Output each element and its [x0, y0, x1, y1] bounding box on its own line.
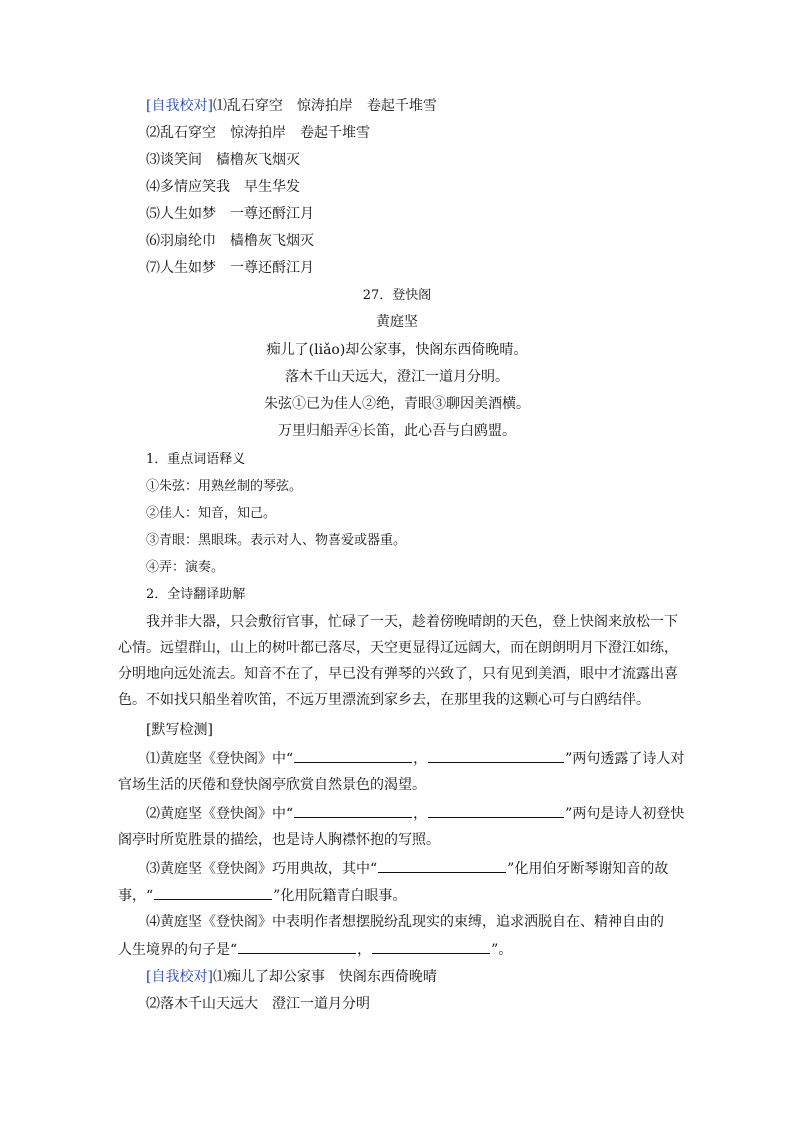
note-3: ③青眼：黑眼珠。表示对人、物喜爱或器重。: [146, 533, 407, 548]
poem-line-3: 朱弦①已为佳人②绝，青眼③聊因美酒横。: [264, 396, 530, 412]
blank-1a[interactable]: [294, 748, 412, 763]
poem-title: 27．登快阁: [362, 288, 432, 303]
self-check-tag: [自我校对]: [146, 969, 213, 985]
note-4: ④弄：演奏。: [146, 560, 225, 575]
question-4-line-1: ⑷黄庭坚《登快阁》中表明作者想摆脱纷乱现实的束缚，追求洒脱自在、精神自由的: [146, 914, 664, 930]
blank-3a[interactable]: [378, 858, 506, 873]
answer-line-b2: ⑵落木千山天远大 澄江一道月分明: [146, 996, 370, 1012]
poem-line-1: 痴儿了(liǎo)却公家事，快阁东西倚晚晴。: [266, 342, 528, 358]
poem-line-4: 万里归船弄④长笛，此心吾与白鸥盟。: [278, 423, 516, 439]
blank-1b[interactable]: [428, 748, 564, 763]
question-2-line-1: ⑵黄庭坚《登快阁》中“ ， ”两句是诗人初登快: [146, 803, 684, 824]
poem-line-2: 落木千山天远大，澄江一道月分明。: [285, 369, 509, 385]
answer-line-4: ⑷多情应笑我 早生华发: [146, 179, 300, 195]
answer-line-3: ⑶谈笑间 樯橹灰飞烟灭: [146, 152, 300, 168]
answer-text: ⑴乱石穿空 惊涛拍岸 卷起千堆雪: [212, 98, 437, 114]
self-check-tag: [自我校对]: [146, 98, 213, 114]
question-1-line-1: ⑴黄庭坚《登快阁》中“ ， ”两句透露了诗人对: [146, 748, 684, 769]
translation-paragraph: 我并非大器，只会敷衍官事，忙碌了一天，趁着傍晚晴朗的天色，登上快阁来放松一下心情。远望群山，山上的树叶都已落尽，天空更显得辽远阔大，而在朗朗明月下澄江如练，分明地向远处流去。知音不在了，早已没有弹琴的兴致了，只有见到美酒，眼中才流露出喜色。不如找只船坐着吹笛，不远万里漂流到家乡去，在那里我的这颗心可与白鸥结伴。: [118, 614, 678, 708]
self-check-line-1: [146, 96, 437, 116]
note-2: ②佳人：知音，知己。: [146, 506, 277, 521]
self-check-line-b1: [146, 967, 437, 987]
answer-text: ⑴痴儿了却公家事 快阁东西倚晚晴: [212, 969, 437, 985]
question-3-line-2: 事，“ ”化用阮籍青白眼事。: [118, 885, 406, 906]
section2-heading: 2．全诗翻译助解: [146, 587, 246, 602]
answer-line-7: ⑺人生如梦 一尊还酹江月: [146, 260, 314, 276]
note-1: ①朱弦：用熟丝制的琴弦。: [146, 479, 303, 494]
blank-2a[interactable]: [294, 803, 412, 818]
question-3-line-1: ⑶黄庭坚《登快阁》巧用典故，其中“ ”化用伯牙断琴谢知音的故: [146, 858, 668, 879]
dictation-heading: [默写检测]: [146, 722, 213, 738]
blank-2b[interactable]: [428, 803, 564, 818]
question-1-line-2: 官场生活的厌倦和登快阁亭欣赏自然景色的渴望。: [118, 777, 426, 793]
blank-4a[interactable]: [238, 939, 356, 954]
answer-line-5: ⑸人生如梦 一尊还酹江月: [146, 206, 314, 222]
poem-author: 黄庭坚: [376, 314, 418, 330]
answer-line-2: ⑵乱石穿空 惊涛拍岸 卷起千堆雪: [146, 125, 370, 141]
answer-line-6: ⑹羽扇纶巾 樯橹灰飞烟灭: [146, 233, 314, 249]
blank-3b[interactable]: [154, 885, 272, 900]
question-4-line-2: 人生境界的句子是“ ， ”。: [118, 939, 512, 960]
blank-4b[interactable]: [372, 939, 490, 954]
question-2-line-2: 阁亭时所览胜景的描绘，也是诗人胸襟怀抱的写照。: [118, 832, 440, 848]
section1-heading: 1．重点词语释义: [146, 452, 246, 467]
